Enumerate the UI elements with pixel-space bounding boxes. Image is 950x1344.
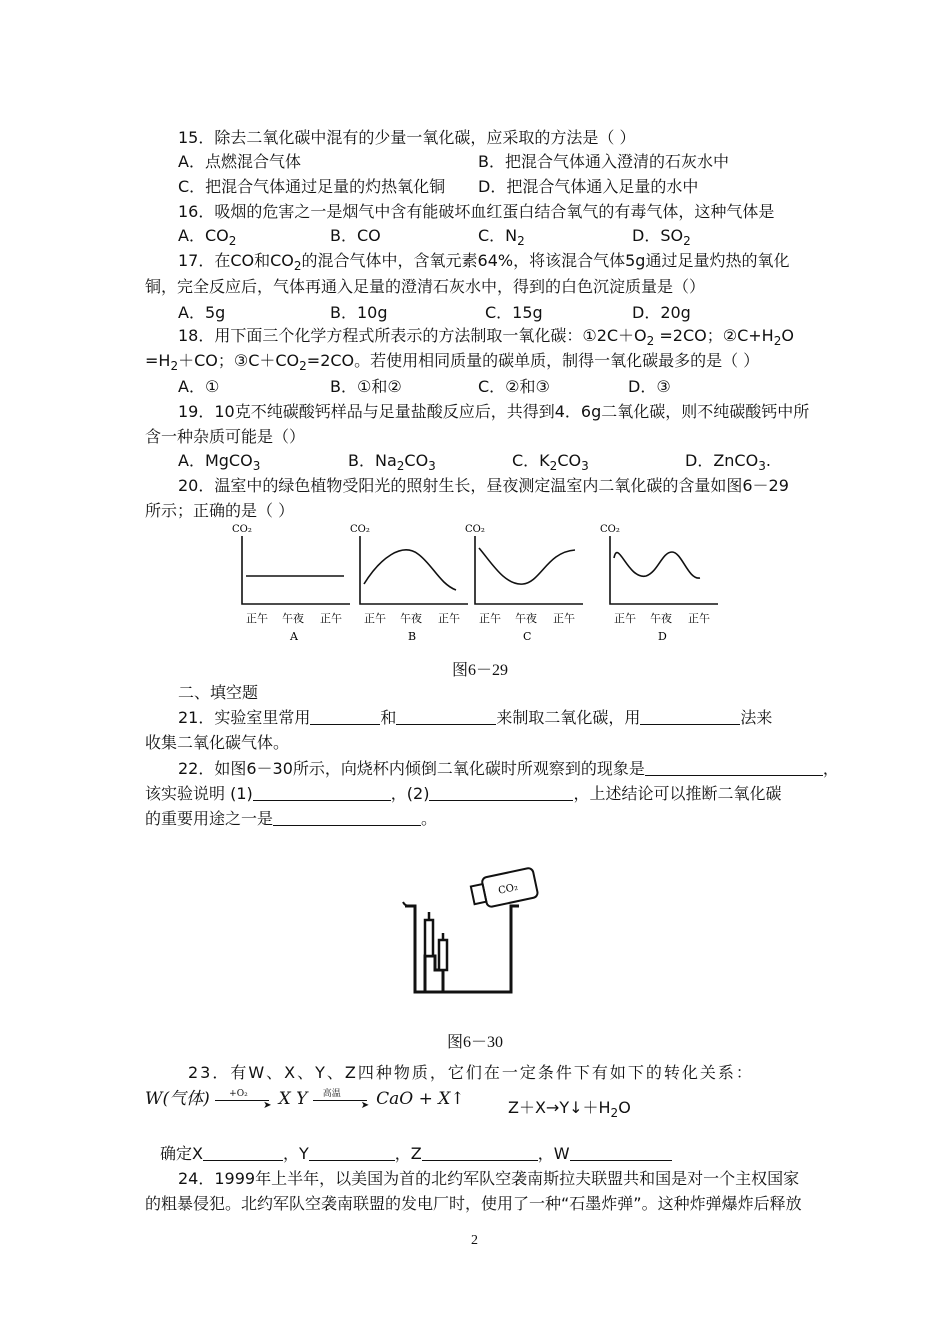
chart-d-axes xyxy=(610,536,718,604)
q21-line2: 收集二氧化碳气体。 xyxy=(145,733,290,752)
q21-blank-1[interactable] xyxy=(310,708,380,725)
chart-d-tick-label: 正午 xyxy=(688,612,710,625)
chart-a-tick-label: 正午 xyxy=(320,612,342,625)
q19-option-d: D．ZnCO$_3$. xyxy=(685,451,771,473)
q20-line2: 所示；正确的是（ ） xyxy=(145,501,295,520)
q17-option-d: D．20g xyxy=(632,303,691,322)
figure-6-29-caption: 图6－29 xyxy=(452,662,509,679)
short-candle xyxy=(439,940,447,970)
q17-option-c: C．15g xyxy=(485,303,543,322)
q23-blank-z[interactable] xyxy=(422,1144,538,1161)
chart-c-ylabel: CO₂ xyxy=(465,524,485,535)
q22-blank-4[interactable] xyxy=(273,809,421,826)
q22-blank-1[interactable] xyxy=(645,759,823,776)
q23-equation-2: $Z+X\to Y↓+H_2O$ xyxy=(508,1098,631,1120)
tall-candle xyxy=(425,920,433,956)
chart-d-curve xyxy=(614,552,700,578)
page-number: 2 xyxy=(471,1233,478,1248)
chart-c-tick-label: 正午 xyxy=(479,612,501,625)
q18-option-b: B．①和② xyxy=(330,377,402,396)
q22-line2: 该实验说明 (1) ，(2) ，上述结论可以推断二氧化碳 xyxy=(145,784,782,803)
chart-c-curve xyxy=(479,548,575,584)
q16-stem: 16．吸烟的危害之一是烟气中含有能破坏血红蛋白结合氧气的有毒气体，这种气体是 xyxy=(178,202,775,221)
chart-b-tick-label: 午夜 xyxy=(400,612,422,625)
q18-option-a: A．① xyxy=(178,377,220,396)
chart-d-ylabel: CO₂ xyxy=(600,524,620,535)
q15-option-a: A．点燃混合气体 xyxy=(178,152,301,171)
q18-line2: $=H_2+CO$；$③C+CO_2=2CO$。若使用相同质量的碳单质，制得一氧化碳最多的是（ ） xyxy=(145,351,760,373)
q23-blank-y[interactable] xyxy=(309,1144,395,1161)
q21-line1: 21．实验室里常用 和 来制取二氧化碳，用 法来 xyxy=(178,708,773,727)
figure-6-30-caption: 图6－30 xyxy=(447,1034,504,1051)
q16-option-d: D．$SO_2$ xyxy=(632,226,691,248)
arrow-high-temperature: 高温 ➤ xyxy=(313,1093,371,1107)
q23-equation-1: W(气体) +O₂ ➤ X Y 高温 ➤ CaO + X↑ xyxy=(145,1088,465,1111)
beaker-outline xyxy=(405,906,519,992)
q19-line1: 19．10克不纯碳酸钙样品与足量盐酸反应后，共得到4．6g二氧化碳，则不纯碳酸钙中所 xyxy=(178,402,810,421)
q23-answers: 确定X ，Y ，Z ，W xyxy=(160,1143,672,1165)
q22-line1: 22．如图6－30所示，向烧杯内倾倒二氧化碳时所观察到的现象是 ， xyxy=(178,759,839,778)
chart-a-ylabel: CO₂ xyxy=(232,524,252,535)
chart-b-tick-label: 正午 xyxy=(364,612,386,625)
chart-a-tick-label: 午夜 xyxy=(282,612,304,625)
figure-6-29-charts xyxy=(230,518,740,650)
q23-blank-x[interactable] xyxy=(203,1144,283,1161)
chart-d-tick-label: 正午 xyxy=(614,612,636,625)
q23-blank-w[interactable] xyxy=(570,1144,672,1161)
q21-blank-2[interactable] xyxy=(396,708,496,725)
q24-line1: 24．1999年上半年，以美国为首的北约军队空袭南斯拉夫联盟共和国是对一个主权国家 xyxy=(178,1169,800,1188)
q21-blank-3[interactable] xyxy=(640,708,740,725)
chart-b-curve xyxy=(364,550,456,590)
q15-option-d: D．把混合气体通入足量的水中 xyxy=(478,177,699,196)
q15-option-c: C．把混合气体通过足量的灼热氧化铜 xyxy=(178,177,446,196)
q15-stem: 15．除去二氧化碳中混有的少量一氧化碳，应采取的方法是（ ） xyxy=(178,128,636,147)
chart-c-tick-label: 正午 xyxy=(553,612,575,625)
chart-a-tick-label: 正午 xyxy=(246,612,268,625)
beaker-lip xyxy=(403,902,409,906)
q16-option-a: A．$CO_2$ xyxy=(178,226,237,248)
chart-d-panel-label: D xyxy=(658,630,667,643)
figure-6-30-beaker xyxy=(395,858,555,1000)
section-title-fill-blank: 二、填空题 xyxy=(178,683,259,702)
q16-option-b: B．CO xyxy=(330,226,381,245)
q19-option-c: C．$K_2CO_3$ xyxy=(512,451,589,473)
q24-line2: 的粗暴侵犯。北约军队空袭南联盟的发电厂时，使用了一种“石墨炸弹”。这种炸弹爆炸后释放 xyxy=(145,1194,802,1213)
q19-option-b: B．$Na_2CO_3$ xyxy=(348,451,436,473)
chart-c-axes xyxy=(475,536,583,604)
chart-c-tick-label: 午夜 xyxy=(515,612,537,625)
co2-bottle-neck xyxy=(471,884,486,904)
chart-d-tick-label: 午夜 xyxy=(650,612,672,625)
q17-line2: 铜，完全反应后，气体再通入足量的澄清石灰水中，得到的白色沉淀质量是（） xyxy=(145,277,706,296)
q20-line1: 20．温室中的绿色植物受阳光的照射生长，昼夜测定温室内二氧化碳的含量如图6－29 xyxy=(178,476,789,495)
chart-b-panel-label: B xyxy=(408,630,417,643)
chart-b-ylabel: CO₂ xyxy=(350,524,370,535)
q18-option-d: D．③ xyxy=(628,377,671,396)
co2-bottle-label: CO₂ xyxy=(497,881,520,897)
q19-line2: 含一种杂质可能是（） xyxy=(145,427,306,446)
q17-option-b: B．10g xyxy=(330,303,388,322)
q22-blank-3[interactable] xyxy=(429,784,573,801)
q19-option-a: A．MgCO$_3$ xyxy=(178,451,261,473)
chart-b-axes xyxy=(360,536,468,604)
chart-a-panel-label: A xyxy=(290,630,298,643)
q22-blank-2[interactable] xyxy=(253,784,391,801)
q23-stem: 23．有W、X、Y、Z四种物质，它们在一定条件下有如下的转化关系： xyxy=(188,1063,754,1082)
q18-line1: 18．用下面三个化学方程式所表示的方法制取一氧化碳：$①2C+O_2 =2CO$；$②C+H_2O$ xyxy=(178,326,794,348)
q22-line3: 的重要用途之一是 。 xyxy=(145,809,438,828)
q17-line1: 17．在CO和$CO_2$的混合气体中，含氧元素64%，将该混合气体5g通过足量灼热的氧化 xyxy=(178,251,790,273)
chart-c-panel-label: C xyxy=(523,630,532,643)
q15-option-b: B．把混合气体通入澄清的石灰水中 xyxy=(478,152,729,171)
q17-option-a: A．5g xyxy=(178,303,226,322)
chart-a-axes xyxy=(242,536,350,604)
arrow-with-oxygen: +O₂ ➤ xyxy=(215,1093,273,1107)
q16-option-c: C．$N_2$ xyxy=(478,226,525,248)
chart-b-tick-label: 正午 xyxy=(438,612,460,625)
q18-option-c: C．②和③ xyxy=(478,377,550,396)
